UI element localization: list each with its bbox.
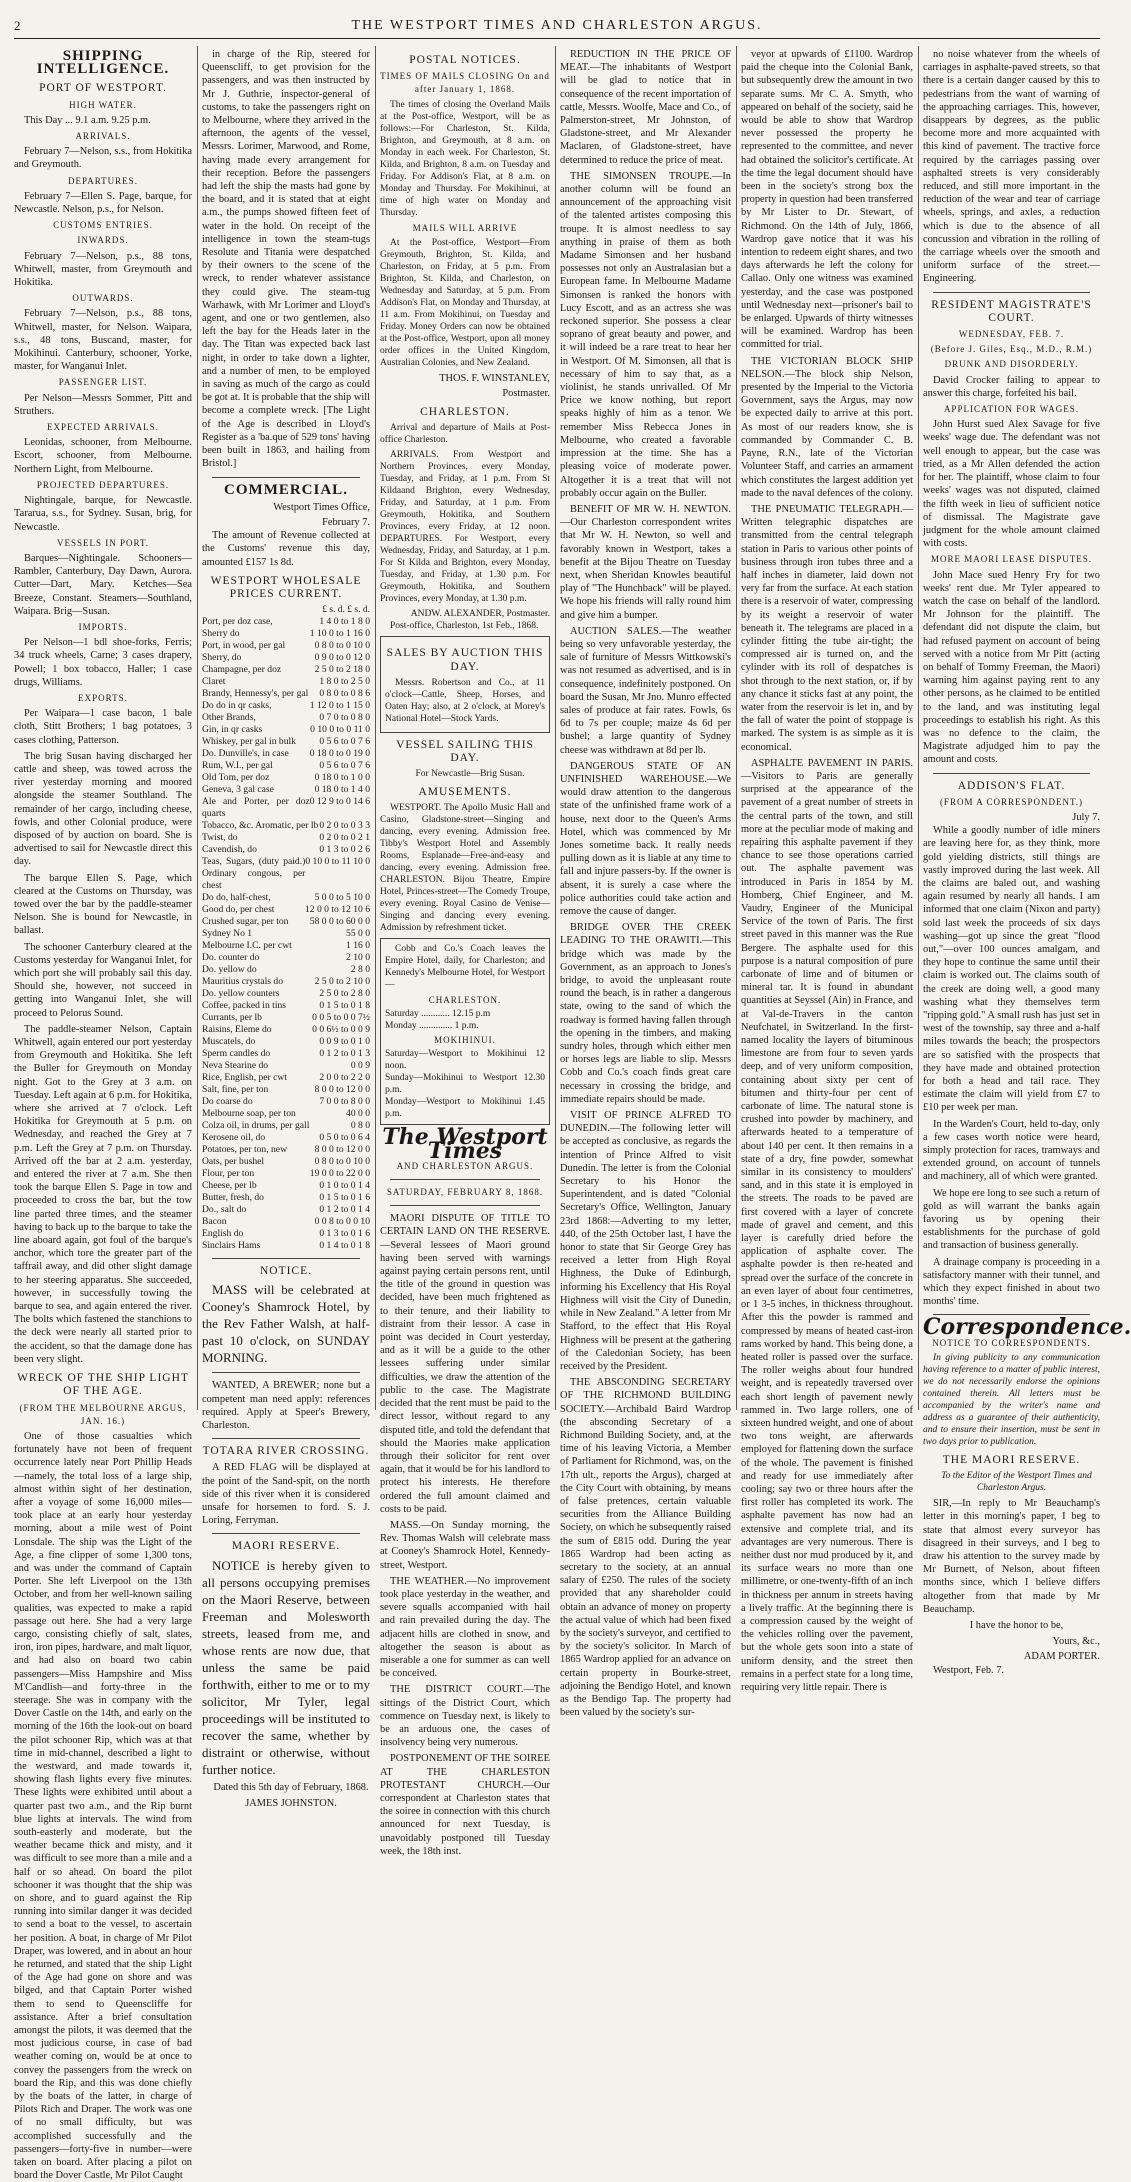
mass-paragraph: MASS.—On Sunday morning, the Rev. Thomas Walsh will celebrate mass at Cooney's Shamrock Hotel, Kennedy-street, Westport. <box>380 1519 550 1571</box>
divider <box>212 477 360 478</box>
price-value: 0 7 0 to 0 8 0 <box>319 712 370 724</box>
price-value: 7 0 0 to 8 0 0 <box>319 1096 370 1108</box>
price-row <box>202 772 370 784</box>
maori-notice: NOTICE is hereby given to all persons occupying premises on the Maori Reserve, between Freeman and Molesworth streets, leased from me, and whose rents are now due, that unless the same be paid forthwith, either to me or to my solicitor, Mr Tyler, legal proceedings will be instituted to recover the same, whether by distraint or otherwise, without further notice. <box>202 1557 370 1777</box>
notice-correspondents-text: In giving publicity to any communication having reference to a matter of public interest, we do not necessarily endorse the opinions contained therein. All letters must be accompanied by the writer's name and address as a guarantee of their authenticity, and to ensure their insertion, must be sent in two days prior to publication. <box>923 1352 1100 1447</box>
charleston-mails: ARRIVALS. From Westport and Northern Provinces, every Monday, Tuesday, and Friday, at 1 p.m. From St Kildaand Brighton, every Wednesday, Friday, and Saturday, at 1 p.m. From Greymouth, Hokitika, and Southern Provinces, every Friday, at 12 noon. DEPARTURES. For Westport, every Wednesday, Friday, and Saturday, at 1 p.m. For St Kilda and Brighton, every Monday, Tuesday, and Friday, at 1.30 p.m. For Greymouth, Hokitika, and Southern Provinces, every Monday, at 1.30 p.m. <box>380 450 550 605</box>
postal-arrivals: At the Post-office, Westport—From Greymouth, Brighton, St. Kilda, and Charleston, on Friday, at 5 p.m. From Brighton, St. Kilda, and Charleston, on Wednesday and Saturday, at 5 p.m. From Addison's Flat, on Monday and Thursday, at 11 a.m. From Mokihinui, on Tuesday and Friday. Money Orders can now be obtained at the Post-office, Westport, upon all money order offices in the United Kingdom, Australian Colonies, and New Zealand. <box>380 237 550 368</box>
charleston-sub: Arrival and departure of Mails at Post-office Charleston. <box>380 423 550 446</box>
outwards: February 7—Nelson, p.s., 88 tons, Whitwell, master, for Nelson. Waipara, s.s., 48 tons, Buscand, master, for Mokihinui. Canterbury, schooner, Yorke, master, for Wanganui Inlet. <box>14 308 192 373</box>
masthead: The Westport Times <box>382 1124 548 1164</box>
postal-signature-title: Postmaster. <box>502 388 550 400</box>
column-rule <box>375 46 376 1410</box>
price-value: 1 10 0 to 1 16 0 <box>309 628 370 640</box>
divider <box>390 1205 540 1206</box>
price-row <box>202 1036 370 1048</box>
divider <box>212 1258 360 1259</box>
price-row <box>202 676 370 688</box>
price-item: Champagne, per doz <box>202 664 282 676</box>
column-rule <box>555 46 556 1410</box>
coach-line: Monday—Westport to Mokihinui 1.45 p.m. <box>385 1097 545 1120</box>
projected: Nightingale, barque, for Newcastle. Tararua, s.s., for Sydney. Susan, brig, for Newcastle. <box>14 495 192 533</box>
price-row <box>202 1012 370 1024</box>
price-value: 0 0 5 to 0 0 7½ <box>312 1012 370 1024</box>
price-row <box>202 1120 370 1132</box>
exports-label: EXPORTS. <box>78 692 128 703</box>
price-row <box>202 892 370 904</box>
prices-title: WESTPORT WHOLESALE PRICES CURRENT. <box>210 574 362 600</box>
price-row <box>202 616 370 628</box>
high-water-label: HIGH WATER. <box>69 99 137 110</box>
column-news <box>560 48 731 1719</box>
coach-charleston: CHARLESTON. <box>428 995 502 1006</box>
divider <box>390 1179 540 1180</box>
benefit-paragraph: BENEFIT OF MR W. H. NEWTON.—Our Charleston correspondent writes that Mr W. H. Newton, so well and favorably known in Westport, takes a benefit at the Bijou Theatre on Tuesday next, when Sheridan Knowles beautiful play of "The Hunchback" will be played. We hope his friends will rally round him and give him a bumper. <box>560 503 731 621</box>
price-value: 2 5 0 to 2 8 0 <box>319 988 370 1000</box>
price-value: 1 4 0 to 1 8 0 <box>319 616 370 628</box>
commercial-title: COMMERCIAL. <box>224 481 348 498</box>
column-court <box>923 48 1131 1676</box>
price-item: Do do in qr casks, <box>202 700 272 712</box>
shipping-paragraph: The paddle-steamer Nelson, Captain Whitwell, again entered our port yesterday from Greymouth and Hokitika. She left the Buller for Greymouth on Monday night. Got to the Grey at 3 a.m. on Tuesday. Left again at 6 p.m. for Hokitika, where she arrived at 7 o'clock. Left Hokitika for Greymouth at 5 p.m. on Wednesday, and reached the Grey at 7 p.m. Left the Grey at 7 p.m. on Thursday. Arrived off the bar at 2 a.m. yesterday, and entered the river at 7 a.m. She then took the barque Ellen S. Page in tow and proceeded to cross the bar, but the tow line parted three times, and the steamer having to back up to the barque to take the line aboard again, got foul of the barque's anchor, which tore the greater part of the taffrail away, and did other slight damage to her steering apparatus. She succeeded, however, in successfully towing the barque to sea, and again entered the river. The bolts which fastened the stanchions to the deck were nearly all started prior to the accident, so that the damage done has been very slight. <box>14 1023 192 1365</box>
price-item: Gin, in qr casks <box>202 724 263 736</box>
price-item: Twist, do <box>202 832 238 844</box>
customs-label: CUSTOMS ENTRIES. <box>53 220 153 231</box>
price-value: 0 18 0 to 0 19 0 <box>309 748 370 760</box>
price-item: Rice, English, per cwt <box>202 1072 287 1084</box>
price-item: Muscatels, do <box>202 1036 256 1048</box>
price-row <box>202 640 370 652</box>
pavement-continued: no noise whatever from the wheels of carriages in asphalte-paved streets, so that there is a certain danger caused by this to pedestrians from the want of warning of the approaching carriages. This, however, disappears by degrees, as the public become more and more acquainted with this kind of pavement. The tractive force required by the carriages passing over asphalted streets is very considerably reduced, and still more important in the reduction of the wear and tear of carriage wheels, springs, and axles, a reduction which is due to the absence of all concussion and vibration in the rolling of the carriage wheels over the smooth and uniform surface of the street.—Engineering. <box>923 49 1100 285</box>
price-item: Do., salt do <box>202 1204 247 1216</box>
shipping-paragraph: The schooner Canterbury cleared at the Customs yesterday for Wanganui Inlet, for which port she will probably sail this day. Should she, however, not succeed in getting into Wanganui Inlet, she will proceed to Pelorus Sound. <box>14 941 192 1019</box>
price-row <box>202 1192 370 1204</box>
notice-title: NOTICE. <box>259 1265 313 1278</box>
exports: Per Waipara—1 case bacon, 1 bale cloth, Stitt Brothers; 1 bag potatoes, 3 cases clothing, Patterson. <box>14 708 192 746</box>
rmc-date: WEDNESDAY, FEB. 7. <box>958 329 1065 340</box>
price-value: 8 0 0 to 12 0 0 <box>314 1144 370 1156</box>
price-item: Do. yellow do <box>202 964 257 976</box>
price-row <box>202 964 370 976</box>
price-value: 0 0 6½ to 0 0 9 <box>312 1024 370 1036</box>
price-value: 0 0 9 <box>350 1060 370 1072</box>
wreck-continued: in charge of the Rip, steered for Queenscliff, to get provision for the passengers, and was then instructed by Mr J. Guthrie, inspector-general of customs, to take the passengers right on to Melbourne, where they arrived in the afternoon, the agents of the vessel, Messrs. Lorimer, Marwood, and Rome, having made every arrangement for their reception. Before the passengers had left the ship the masts had gone by the board, and it is stated that at eight a.m., the pumps showed fifteen feet of water in the hold. On receipt of the intelligence in town the steam-tugs Resolute and Titania were despatched by their owners to the scene of the wreck, to render whatever assistance they could give. The steam-tug Warhawk, with Mr Lorimer and Lloyd's agent, and one or two gentlemen, also left the bay for the Heads later in the day. The Titan was expected back last night, in order to take down a lighter, and a number of men, to be employed in saving as much of the cargo as could be got at. It is probable that the ship will become a complete wreck. [The Light of the Age is described in Lloyd's Register as a 'ba.que of 529 tons' having been built in 1863, and hailing from Bristol.] <box>202 49 370 470</box>
column-rule <box>197 46 198 1410</box>
notice-correspondents: NOTICE TO CORRESPONDENTS. <box>932 1337 1091 1348</box>
column-rule <box>918 46 919 1410</box>
letter-to: To the Editor of the Westport Times and Charleston Argus. <box>941 1471 1092 1494</box>
price-item: Other Brands, <box>202 712 256 724</box>
price-value: 55 0 0 <box>346 928 370 940</box>
rmc-title: RESIDENT MAGISTRATE'S COURT. <box>931 298 1092 324</box>
coach-line: Saturday—Westport to Mokihinui 12 noon. <box>385 1049 545 1072</box>
price-item: Neva Stearine do <box>202 1060 269 1072</box>
letter-close: I have the honor to be, <box>969 1619 1064 1631</box>
weather-paragraph: THE WEATHER.—No improvement took place yesterday in the weather, and severe squalls accompanied with hail and rain prevailed during the day. The adjacent hills are clothed in snow, and altogether the season is about as miserable a one for summer as can well be conceived. <box>380 1575 550 1680</box>
price-row <box>202 1072 370 1084</box>
warehouse-paragraph: DANGEROUS STATE OF AN UNFINISHED WAREHOUSE.—We would draw attention to the dangerous state of the unfinished frame work of a house, next door to the Queen's Arms Hotel, which was commenced by Mr Jones sometime back. It really needs pulling down as it is liable at any time to fall and injure passers-by. If the owner is absent, it is surely a case where the police authorities could take action and remove the cause of danger. <box>560 760 731 917</box>
price-row <box>202 976 370 988</box>
price-row <box>202 1096 370 1108</box>
shipping-paragraph: The barque Ellen S. Page, which cleared at the Customs on Thursday, was towed over the bar by the paddle-steamer Nelson. She is bound for Newcastle, in ballast. <box>14 872 192 937</box>
price-row <box>202 688 370 700</box>
price-item: Coffee, packed in tins <box>202 1000 287 1012</box>
rmc-before: (Before J. Giles, Esq., M.D., R.M.) <box>930 344 1093 355</box>
price-value: 0 1 0 to 0 1 4 <box>319 1180 370 1192</box>
divider <box>212 1372 360 1373</box>
wreck-text: One of those casualties which fortunately have not been of frequent occurrence lately near Port Phillip Heads—namely, the total loss of a large ship, almost within sight of her destination, after a voyage of some 16,000 miles—took place at an early hour yesterday morning, about a mile west of Point Lonsdale. The ship was the Light of the Age, a fine clipper of some 1,300 tons, and was under the command of Captain Porter. She left Liverpool on the 13th October, and from her well-known sailing qualities, was expected to make a rapid passage out here. She had a very large cargo, consisting chiefly of salt, slates, iron, iron pipes, hardware, and malt liquor, and had also on board two cabin passengers—Miss Hampshire and Miss M'Candlish—and forty-three in the steerage. She was in company with the Dover Castle on the 14th, and early on the morning of the 16th the look-out on board the pilot schooner Rip, which was at that time in mid-channel, described a light to the westward, and made towards it, showing flash lights every five minutes. These lights were exhibited until about a quarter past two a.m., and the Rip burnt blue lights at intervals. The wind from south-easterly and moderate, but the weather became thick and misty, and it was difficult to see more than a mile and a half or so ahead. On board the pilot schooner it was thought that the ship was on shore, and to guard against the Rip running into similar danger it was decided to send a boat to the vessel, to ascertain her position. A boat, in charge of Mr Pilot Draper, was lowered, and in about an hour he returned, and stated that the ship Light of the Age had gone on shore and was bilged, and that Captain Porter wished them to send to Queenscliffe for assistance. After a brief consultation amongst the pilots, it was deemed that the most judicious course, in case of bad weather coming on, would be at once to convey the passengers from the wreck on board the Rip, and this was done chiefly by the boats of the latter, in charge of Pilots Rich and Draper. The work was one of no small difficulty, but was accomplished successfully and the passengers—forty-five in number—were taken on board. After placing a pilot on board the Dover Castle, Mr Pilot Caught <box>14 1430 192 2182</box>
price-row <box>202 652 370 664</box>
price-value: 0 9 0 to 0 12 0 <box>314 652 370 664</box>
price-item: Butter, fresh, do <box>202 1192 264 1204</box>
prices-table <box>202 616 370 1252</box>
maori-dispute: MAORI DISPUTE OF TITLE TO CERTAIN LAND ON THE RESERVE.—Several lessees of Maori ground having been served with warnings against paying certain persons rent, until the title of the ground in question was decided, have been much frightened as to their tenure, and their liability to distraint from their lessor. A case in point was decided in Court yesterday, and as it will be a guide to the other lessees suffering under similar difficulties, we draw the attention of the public to the case. The Magistrate decided that the rent must be paid to the direct lessor, without regard to any disputed title, and told the defendant that should the Maories make application through their solicitor for rent over again, that it would be for his landlord to protect his interests. He therefore ordered the full amount claimed and costs to be paid. <box>380 1213 550 1515</box>
price-row <box>202 904 370 916</box>
price-value: 1 16 0 <box>346 940 370 952</box>
column-commercial <box>202 48 370 1809</box>
price-item: Cheese, per lb <box>202 1180 257 1192</box>
divider <box>933 292 1090 293</box>
price-row <box>202 1228 370 1240</box>
price-item: Salt, fine, per ton <box>202 1084 269 1096</box>
price-row <box>202 940 370 952</box>
price-item: Sydney No 1 <box>202 928 253 940</box>
price-item: Bacon <box>202 1216 227 1228</box>
price-item: Old Tom, per doz <box>202 772 270 784</box>
page-header <box>14 16 1100 39</box>
column-news-2 <box>741 48 913 1693</box>
addison-paragraph: While a goodly number of idle miners are leaving here for, as they think, more gold yielding districts, still things are vastly improved during the last week. All the claims are baled out, and washing again resumed by nearly all hands. I am informed that one claim (Nixon and party) sold last week the proceeds of six days washing—got up since the great "flood out,"—over 100 ounces amalgam, and they hope to continue the same until their claim is worked out. The claims south of the creek are doing well, a good many washing what they themselves term "ripping gold." A small rush has just set in west of the township, say three and a-half miles towards the beach; the prospectors are so satisfied with the prospects that they have made and obtained protection for both a head and tail race. They estimate the claim will yield from £7 to £10 per week per man. <box>923 825 1100 1114</box>
coach-line: Sunday—Mokihinui to Westport 12.30 p.m. <box>385 1073 545 1096</box>
passengers: Per Nelson—Messrs Sommer, Pitt and Struthers. <box>14 392 192 417</box>
price-value: 0 8 0 <box>350 1120 370 1132</box>
price-row <box>202 820 370 832</box>
price-item: Colza oil, in drums, per gall <box>202 1120 310 1132</box>
price-value: 0 1 5 to 0 1 6 <box>319 1192 370 1204</box>
price-item: Port, per doz case, <box>202 616 273 628</box>
price-item: Melbourne soap, per ton <box>202 1108 296 1120</box>
office-line: Westport Times Office, <box>273 501 370 513</box>
price-item: Sherry, do <box>202 652 242 664</box>
price-row <box>202 1144 370 1156</box>
price-row <box>202 832 370 844</box>
letter-signature: ADAM PORTER. <box>1023 1651 1100 1663</box>
price-value: 2 5 0 to 2 18 0 <box>314 664 370 676</box>
price-value: 1 12 0 to 1 15 0 <box>309 700 370 712</box>
arrivals: February 7—Nelson, s.s., from Hokitika and Greymouth. <box>14 146 192 171</box>
divider <box>933 773 1090 774</box>
price-value: 0 1 5 to 0 1 8 <box>319 1000 370 1012</box>
price-item: Currants, per lb <box>202 1012 262 1024</box>
price-value: 0 10 0 to 11 10 0 <box>305 856 370 868</box>
price-value: 0 5 6 to 0 7 6 <box>319 736 370 748</box>
letter-body: SIR,—In reply to Mr Beauchamp's letter in this morning's paper, I beg to state that almost every surveyor has disagreed in their surveys, and I beg to draw his attention to the survey made by Mr Burnett, of Nelson, about fifteen months since, which I believe differs altogether from that made by Mr Beauchamp. <box>923 1498 1100 1615</box>
price-row <box>202 988 370 1000</box>
price-row <box>202 700 370 712</box>
imports-label: IMPORTS. <box>78 621 128 632</box>
maori-title: MAORI RESERVE. <box>231 1540 341 1553</box>
price-value: 0 1 2 to 0 1 4 <box>319 1204 370 1216</box>
price-item: Whiskey, per gal in bulk <box>202 736 296 748</box>
price-value: 0 0 9 to 0 1 0 <box>319 1036 370 1048</box>
price-row <box>202 748 370 760</box>
outwards-label: OUTWARDS. <box>72 293 134 304</box>
high-water: This Day ... 9.1 a.m. 9.25 p.m. <box>24 114 151 126</box>
price-value: 58 0 0 to 60 0 0 <box>309 916 370 928</box>
inwards: February 7—Nelson, p.s., 88 tons, Whitwell, master, from Greymouth and Hokitika. <box>14 250 192 289</box>
price-row <box>202 1024 370 1036</box>
addison-title: ADDISON'S FLAT. <box>957 779 1066 792</box>
price-value: 2 5 0 to 2 10 0 <box>314 976 370 988</box>
price-item: Flour, per ton <box>202 1168 255 1180</box>
addison-sub: (FROM A CORRESPONDENT.) <box>939 796 1084 807</box>
price-value: 0 2 0 to 0 2 1 <box>319 832 370 844</box>
price-row <box>202 1204 370 1216</box>
secretary-paragraph: THE ABSCONDING SECRETARY OF THE RICHMOND BUILDING SOCIETY.—Archibald Baird Wardrop (the absconding Secretary of a Richmond Building Society, and, at the time of his leaving Victoria, a Member of Parliament for Richmond, was, on the 17th ult., reports the Argus), charged at the City Court with obtaining, by means of false pretences, certain valuable securities from the Alliance Building Society, on which he subsequently raised the sum of £815 odd. During the year 1865 Wardrop had been acting as secretary to the society, at an annual salary of £250. The rules of the society provided that any shareholder could obtain an advance of money on property the actual value of which had been fixed by the society's surveyor, and certified to by the society's solicitor. In March of 1865 Wardrop applied for an advance on certain property in Bourke-street, adjoining the Bendigo Hotel, and known as the Bendigo Tap. The property had been valued by the society's sur- <box>560 1377 731 1719</box>
totara-notice: A RED FLAG will be displayed at the point of the Sand-spit, on the north side of this river when it is considered unsafe for horsemen to ford. S. J. Loring, Ferryman. <box>202 1462 370 1527</box>
blockship-paragraph: THE VICTORIAN BLOCK SHIP NELSON.—The block ship Nelson, presented by the Imperial to the Victoria Government, says the Argus, may now be expected daily to arrive at this port. As most of our readers know, she is commanded by Commander C. B. Payne, R.N., late of the Victorian Volunteer Staff, and carries an armament which constitutes the largest addition yet made to the naval defences of the colony. <box>741 355 913 499</box>
sales-box <box>380 636 550 732</box>
price-row <box>202 856 370 892</box>
rmc-case-3: John Mace sued Henry Fry for two weeks' rent due. Mr Tyler appeared to watch the case on behalf of the landlord. Mr Johnson for the plaintiff. The defendant did not dispute the claim, but had refused payment on account of being served with a notice from Mr Pitt (acting on behalf of Tommy Freeman, the Maori) warning him against paying rent to any other persons, as he claimed to be entitled to the land, and was instituting legal proceedings to establish his right. As this was no defence to the claim, the Magistrate adjudged him to pay the amount and costs. <box>923 569 1100 766</box>
wreck-title: WRECK OF THE SHIP LIGHT OF THE AGE. <box>17 1372 189 1398</box>
price-item: Do coarse do <box>202 1096 253 1108</box>
port-heading: PORT OF WESTPORT. <box>39 82 167 95</box>
prince-paragraph: VISIT OF PRINCE ALFRED TO DUNEDIN.—The following letter will be accepted as conclusive, as regards the intention of Prince Alfred to visit Dunedin. The letter is from the Colonial Secretary to his Honor the Superintendent, and is dated "Colonial Secretary's Office, Wellington, January 23rd 1868:—Adverting to my letter, 440, of the 25th October last, I have the honor to state that Sir George Grey has received a letter from High Royal Highness, the Duke of Edinburgh, informing his Excellency that His Royal Highness will visit the City of Dunedin, while in New Zealand." A letter from Mr Stafford, to the effect that His Royal Highness will be present at the gathering of the Caledonian Society, has been received by the President. <box>560 1110 731 1372</box>
price-item: Potatoes, per ton, new <box>202 1144 287 1156</box>
price-row <box>202 724 370 736</box>
price-row <box>202 796 370 820</box>
price-value: 8 0 0 to 12 0 0 <box>314 1084 370 1096</box>
price-item: Port, in wood, per gal <box>202 640 286 652</box>
price-row <box>202 1084 370 1096</box>
letter-title: THE MAORI RESERVE. <box>942 1453 1081 1466</box>
passenger-label: PASSENGER LIST. <box>58 377 148 388</box>
price-value: 0 18 0 to 1 0 0 <box>314 772 370 784</box>
imports: Per Nelson—1 bdl shoe-forks, Ferris; 34 truck wheels, Carne; 3 cases drapery, Powell; 1 box tobacco, Haller; 1 case drugs, Williams. <box>14 637 192 688</box>
column-notices <box>380 48 550 1857</box>
price-item: Teas, Sugars, (duty paid.) Ordinary congous, per chest <box>202 856 306 892</box>
projected-label: PROJECTED DEPARTURES. <box>36 479 170 490</box>
court-paragraph: THE DISTRICT COURT.—The sittings of the District Court, which commence on Tuesday next, is likely to be an arduous one, the cases of insolvency being very numerous. <box>380 1684 550 1749</box>
price-value: 0 1 3 to 0 2 6 <box>319 844 370 856</box>
inwards-label: INWARDS. <box>77 235 129 246</box>
price-row <box>202 760 370 772</box>
office-date: February 7. <box>322 516 370 528</box>
price-item: Mauritius crystals do <box>202 976 284 988</box>
price-item: Kerosene oil, do <box>202 1132 266 1144</box>
price-value: 0 0 8 to 0 0 10 <box>314 1216 370 1228</box>
postal-sub: TIMES OF MAILS CLOSING On and after January 1, 1868. <box>380 71 550 95</box>
simonsen-paragraph: THE SIMONSEN TROUPE.—In another column will be found an announcement of the approaching visit of the talented artistes composing this troupe. It is almost needless to say anything in praise of them as both Madame Simonsen and her husband possesses not only an Australasian but a European fame. In Melbourne Madame Simonsen is ranked the honors with Lucy Escott, and as an actress she was reckoned superior. She possess a clear soprano of great beauty and power, and it will indeed be a rare treat to hear her in Westport. Of M. Simonsen, all that is necessary of him to say that, as a violinist, he stands unrivalled. Of Mr Price we know nothing, but report speaks highly of him as a tenor. We remember Miss Rebecca Jones in Melbourne, who created a favorable impression at the time. She has a pleasing voice of moderate power. Altogether it is a treat that will not probably occur again on the Buller. <box>560 170 731 499</box>
amusements-text: WESTPORT. The Apollo Music Hall and Casino, Gladstone-street—Singing and dancing, every evening. Admission free. Tibby's Westport Hotel and Assembly Rooms, Esplanade—Free-and-easy and dancing, every evening. Admission free. CHARLESTON. Bijou Theatre, Empire Hotel, Princes-street—The Comedy Troupe, every evening. Royal Casino de Venise—Singing and dancing every evening. Admission by refreshment ticket. <box>380 803 550 934</box>
price-item: Rum, W.I., per gal <box>202 760 273 772</box>
price-item: Sinclairs Hams <box>202 1240 261 1252</box>
price-row <box>202 712 370 724</box>
departures-label: DEPARTURES. <box>68 175 138 186</box>
pavement-paragraph: ASPHALTE PAVEMENT IN PARIS.—Visitors to Paris are generally surprised at the appearance of the pavement of a great number of streets in the central parts of the town, and still more at the peculiar mode of making and repairing this asphalte pavement if they chance to see those operations carried out. The asphalte pavement was introduced in Paris in 1854 by M. Homberg, Chief Engineer, and M. Vaudry, Engineer of the Municipal Service of the town of Paris. The first street paved in this manner was the Rue Bergere. The asphalte used for this purpose is a natural composition of pure carbonate of lime and of bitumen or mineral tar. It is found in abundant quantities at Seyssel (Ain) in France, and at Val-de-Travers in the canton Neufchatel, in Switzerland. In the first-named locality the layers of bituminous limestone are from four to seven yards deep, and of very uniform composition, containing about sixty per cent of bitumen and thirty-four per cent of carbonate of lime. The natural stone is crushed into powder by machinery, and afterwards heated to a temperature of about 140 per cent. It then remains in a state of a dry, fine powder, somewhat similar in its consistency to moulders' sand, and in this state it is employed in the streets. The roads to be paved are first covered with a layer of concrete made of gravel and cement, and this layer is carefully dried before the application of asphalte cover. The asphalte powder is then re-heated and spread over the surface of the concrete in an even layer of about four centimetres, or 1 3-5 inches, in thickness throughout. After this the powder is rammed and compressed by means of heated cast-iron rams worked by hand. This being done, a heated roller is passed over the surface. The roller weighs about four hundred weight, and is repeatedly traversed over each short length of pavement newly rammed in. Two large rollers, one of sixteen hundred weight, and one of about two tons weight, are afterwards employed for flattening down the surface of the whole. The pavement is finished and ready for use immediately after cooling; say two or three hours after the first roller has completed its work. The asphalte pavement has now had an extensive and complete trial, and its advantages are very numerous. There is neither dust nor mud produced by it, and its surface wears no more than one millimetre, or one-twenty-fifth of an inch in thickness per annum in streets having a lively traffic. At the beginning there is a compression caused by the weight of the vehicles rolling over the pavement, but the whole gets soon into a state of uniform density, and the street then remains in a perfect state for a long time, requiring very little repair. There is <box>741 757 913 1693</box>
bridge-paragraph: BRIDGE OVER THE CREEK LEADING TO THE ORAWITI.—This bridge which was made by the Government, as an approach to Jones's bridge, to avoid the unpleasant route round the beach, is in rather a dangerous state, owing to the sand of which the roadway is formed having fallen through the opening in the timbers, and making sundry holes, through which either men or horses legs are liable to slip. Messrs Cobb and Co.'s coach finds great care necessary in crossing the bridge, and immediate repairs should be made. <box>560 922 731 1105</box>
price-row <box>202 916 370 928</box>
price-value: 1 8 0 to 2 5 0 <box>319 676 370 688</box>
price-value: 2 10 0 <box>346 952 370 964</box>
soiree-paragraph: POSTPONEMENT OF THE SOIREE AT THE CHARLESTON PROTESTANT CHURCH.—Our correspondent at Charleston states that the soiree in connection with this church announced for next Tuesday, is unavoidably postponed till Tuesday week, the 18th inst. <box>380 1753 550 1857</box>
price-value: 0 8 0 to 0 10 0 <box>314 640 370 652</box>
price-item: Tobacco, &c. Aromatic, per lb <box>202 820 319 832</box>
addison-date: July 7. <box>1072 811 1100 823</box>
sales-text: Messrs. Robertson and Co., at 11 o'clock—Cattle, Sheep, Horses, and Oaten Hay; also, at 2 o'clock, at Morey's National Hotel—Stock Yards. <box>385 677 545 724</box>
rmc-maori: MORE MAORI LEASE DISPUTES. <box>930 554 1092 565</box>
telegraph-paragraph: THE PNEUMATIC TELEGRAPH.—Written telegraphic dispatches are transmitted from the central telegraph station in Paris to various other points of business through iron tubes three and a half inches in diameter, laid down not very far from the surface. At each station there is a reservoir of water, compressing by its weight a reservoir of water beneath it. The telegrams are placed in a cylinder fitting the tube air-tight; the compressed air is turned on, and the cylinder with its roll of despatches is shot through to the next station, or, if by any chance it sticks fast at any point, the water from the reservoir is let in, and by the fall of water the point of stoppage is marked. The system is as simple as it is economical. <box>741 503 913 753</box>
arrivals-label: ARRIVALS. <box>75 131 131 142</box>
mass-notice: MASS will be celebrated at Cooney's Shamrock Hotel, by the Rev Father Walsh, at half-past 10 o'clock, on SUNDAY MORNING. <box>202 1282 370 1366</box>
price-row <box>202 628 370 640</box>
coach-text: Cobb and Co.'s Coach leaves the Empire Hotel, daily, for Charleston; and Kennedy's Melbourne Hotel, for Westport— <box>385 944 545 991</box>
vessels-label: VESSELS IN PORT. <box>56 537 150 548</box>
price-row <box>202 952 370 964</box>
meat-paragraph: REDUCTION IN THE PRICE OF MEAT.—The inhabitants of Westport will be glad to notice that in consequence of the recent importation of cattle, Messrs. Woolfe, Mace and Co., of Palmerston-street, Mr Johnston, of Gladstone-street, and Mr Alexander Maclaren, of Gladstone-street, have determined to reduce the price of meat. <box>560 49 731 166</box>
departures: February 7—Ellen S. Page, barque, for Newcastle. Nelson, p.s., for Nelson. <box>14 190 192 216</box>
price-row <box>202 1156 370 1168</box>
price-value: 12 0 0 to 12 10 6 <box>304 904 370 916</box>
price-row <box>202 1108 370 1120</box>
sales-title: SALES BY AUCTION THIS DAY. <box>386 647 544 673</box>
price-value: 5 0 0 to 5 10 0 <box>314 892 370 904</box>
price-value: 19 0 0 to 22 0 0 <box>309 1168 370 1180</box>
price-item: Do. Dunville's, in case <box>202 748 289 760</box>
expected-label: EXPECTED ARRIVALS. <box>47 422 159 433</box>
shipping-title: SHIPPING INTELLIGENCE. <box>36 48 170 78</box>
amusements-title: AMUSEMENTS. <box>418 786 512 799</box>
addison-paragraph: We hope ere long to see such a return of gold as will warrant the banks again favoring us by opening their establishments for the purchase of gold and transaction of business generally. <box>923 1187 1100 1252</box>
charleston-date: Post-office, Charleston, 1st Feb., 1868. <box>390 621 539 632</box>
rmc-wages: APPLICATION FOR WAGES. <box>943 404 1080 415</box>
auction-paragraph: AUCTION SALES.—The weather being so very unfavorable yesterday, the sale of furniture of Messrs Wittkowski's was not resumed as advertised, and is in consequence, indefinitely postponed. On board the Susan, Mr Jno. Munro effected sales of produce at fair rates. Fowls, 6s 6d to 7s per couple; maize 4s 6d per bushel; a large quantity of Sydney cheese was withdrawn at 8d per lb. <box>560 625 731 756</box>
rmc-case-2: John Hurst sued Alex Savage for five weeks' wage due. The defendant was not well enough to appear, but the case was tried, as a Mr Allen defended the action for her. The plaintiff, whose claim to four weeks' wages was not disputed, claimed the fifth week in lieu of sufficient notice of dismissal. The Magistrate gave judgment for the whole amount claimed with costs. <box>923 419 1100 550</box>
issue-date: SATURDAY, FEBRUARY 8, 1868. <box>386 1187 544 1198</box>
price-item: Geneva, 3 gal case <box>202 784 274 796</box>
price-item: Do do, half-chest, <box>202 892 271 904</box>
coach-monday: Monday .............. 1 p.m. <box>385 1021 479 1032</box>
price-row <box>202 784 370 796</box>
postal-signature: THOS. F. WINSTANLEY, <box>439 372 550 384</box>
price-item: Claret <box>202 676 226 688</box>
price-item: Melbourne I.C. per cwt <box>202 940 292 952</box>
vessel-title: VESSEL SAILING THIS DAY. <box>396 738 534 765</box>
shipping-paragraph: The brig Susan having discharged her cattle and sheep, was towed across the river yesterday morning and moored alongside the steamer Southland. The remainder of her cargo, including cheese, fowls, and other Colonial produce, were disposed of by auction on board. She is advertised to sail for Newcastle direct this day. <box>14 750 192 868</box>
divider <box>212 1438 360 1439</box>
price-item: Crushed sugar, per ton <box>202 916 289 928</box>
addison-paragraph: In the Warden's Court, held to-day, only a few cases worth notice were heard, simply protection for races, tramways and extended ground, on account of tunnels and machinery, all of which were granted. <box>923 1118 1100 1183</box>
postal-title: POSTAL NOTICES. <box>409 54 521 66</box>
masthead-sub: AND CHARLESTON ARGUS. <box>396 1160 534 1171</box>
price-row <box>202 1132 370 1144</box>
price-value: 0 5 0 to 0 6 4 <box>319 1132 370 1144</box>
divider <box>212 1533 360 1534</box>
coach-mokihinui: MOKIHINUI. <box>434 1035 496 1046</box>
price-row <box>202 844 370 856</box>
price-value: 0 1 2 to 0 1 3 <box>319 1048 370 1060</box>
price-value: 0 8 0 to 0 10 0 <box>314 1156 370 1168</box>
price-row <box>202 1216 370 1228</box>
price-value: 0 10 0 to 0 11 0 <box>310 724 370 736</box>
column-rule <box>736 46 737 1410</box>
price-item: Good do, per chest <box>202 904 275 916</box>
brewer-ad: WANTED, A BREWER; none but a competent man need apply: references required. Apply at Speer's Brewery, Charleston. <box>202 1380 370 1431</box>
price-row <box>202 1060 370 1072</box>
letter-place: Westport, Feb. 7. <box>933 1664 1005 1676</box>
price-value: 0 18 0 to 1 4 0 <box>314 784 370 796</box>
charleston-signature: ANDW. ALEXANDER, Postmaster. <box>410 609 550 620</box>
price-value: 0 5 6 to 0 7 6 <box>319 760 370 772</box>
price-item: Ale and Porter, per doz quarts <box>202 796 310 820</box>
price-row <box>202 736 370 748</box>
vessels: Barques—Nightingale. Schooners—Rambler, Canterbury, Day Dawn, Aurora. Cutter—Dart, Mary. Ketches—Sea Breeze, Constant. Steamers—Southland, Waipara. Brig—Susan. <box>14 552 192 617</box>
price-row <box>202 1180 370 1192</box>
price-item: Sherry do <box>202 628 240 640</box>
price-value: 0 1 4 to 0 1 8 <box>319 1240 370 1252</box>
price-value: 0 8 0 to 0 8 6 <box>319 688 370 700</box>
coach-saturday: Saturday ............ 12.15 p.m <box>385 1009 491 1020</box>
price-value: 40 0 0 <box>346 1108 370 1120</box>
expected: Leonidas, schooner, from Melbourne. Escort, schooner, from Melbourne. Northern Light, from Melbourne. <box>14 437 192 475</box>
price-row <box>202 928 370 940</box>
commercial-text: The amount of Revenue collected at the Customs' revenue this day, amounted £157 1s 8d. <box>202 530 370 568</box>
page-number: 2 <box>14 18 21 33</box>
coach-box <box>380 938 550 1125</box>
letter-yours: Yours, &c., <box>1052 1636 1100 1648</box>
totara-title: TOTARA RIVER CROSSING. <box>202 1445 370 1458</box>
price-row <box>202 664 370 676</box>
charleston-title: CHARLESTON. <box>420 406 510 419</box>
price-row <box>202 1168 370 1180</box>
page-title: THE WESTPORT TIMES AND CHARLESTON ARGUS. <box>351 18 763 33</box>
secretary-continued: veyor at upwards of £1100. Wardrop paid the cheque into the Colonial Bank, but subsequently drew the amount in two separate sums. Mr C. A. Smyth, who appeared on behalf of the society, said he would be able to show that Wardrop never possessed the property he represented to the committee, and never had obtained the solicitor's certificate. At the time the legal document should have been in the society's strong box the property in question had been transferred by Mr Lister to Dr. Stewart, of Richmond. On the 14th of July, 1866, Wardrop gave notice that it was his intention to redeem eight shares, and two days afterwards he left the colony for Callao. Only one witness was examined yesterday, and the case was postponed until Wednesday next—prisoner's bail to be enlarged. Upwards of thirty witnesses will be examined. Wardrop has been committed for trial. <box>741 49 913 351</box>
price-item: Cavendish, do <box>202 844 257 856</box>
price-item: Do. counter do <box>202 952 260 964</box>
price-item: Brandy, Hennessy's, per gal <box>202 688 309 700</box>
price-value: 2 0 0 to 2 2 0 <box>319 1072 370 1084</box>
column-shipping <box>14 48 192 2182</box>
price-value: 0 2 0 to 0 3 3 <box>319 820 370 832</box>
rmc-drunk: DRUNK AND DISORDERLY. <box>944 359 1079 370</box>
price-item: Oats, per bushel <box>202 1156 265 1168</box>
correspondence-title: Correspondence. <box>923 1314 1131 1341</box>
price-item: Sperm candles do <box>202 1048 271 1060</box>
price-value: 0 12 9 to 0 14 6 <box>309 796 370 808</box>
price-item: Do. yellow counters <box>202 988 280 1000</box>
price-value: 2 8 0 <box>350 964 370 976</box>
price-row <box>202 1048 370 1060</box>
price-item: Raisins, Eleme do <box>202 1024 272 1036</box>
price-row <box>202 1000 370 1012</box>
price-value: 0 1 3 to 0 1 6 <box>319 1228 370 1240</box>
price-item: English do <box>202 1228 244 1240</box>
postal-closing: The times of closing the Overland Mails at the Post-office, Westport, will be as follows:—For Charleston, St. Kilda, Brighton, and Greymouth, at 8 a.m. on Monday in each week. For Charleston, St. Kilda, and Brighton, 8 a.m. on Tuesday and Friday. For Addison's Flat, at 8 a.m. on Monday and Thursday. For Mokihinui, at time of high water on Monday and Thursday. <box>380 99 550 218</box>
maori-date: Dated this 5th day of February, 1868. <box>213 1781 369 1793</box>
rmc-case-1: David Crocker failing to appear to answer this charge, forfeited his bail. <box>923 374 1100 399</box>
vessel-text: For Newcastle—Brig Susan. <box>415 769 525 780</box>
addison-paragraph: A drainage company is proceeding in a satisfactory manner with their tunnel, and which they expect finished in about two months' time. <box>923 1256 1100 1308</box>
wreck-source: (FROM THE MELBOURNE ARGUS, JAN. 16.) <box>19 1402 187 1426</box>
due-label: MAILS WILL ARRIVE <box>412 222 518 233</box>
price-row <box>202 1240 370 1252</box>
prices-header: £ s. d. £ s. d. <box>322 605 370 616</box>
maori-signature: JAMES JOHNSTON. <box>245 1797 337 1809</box>
